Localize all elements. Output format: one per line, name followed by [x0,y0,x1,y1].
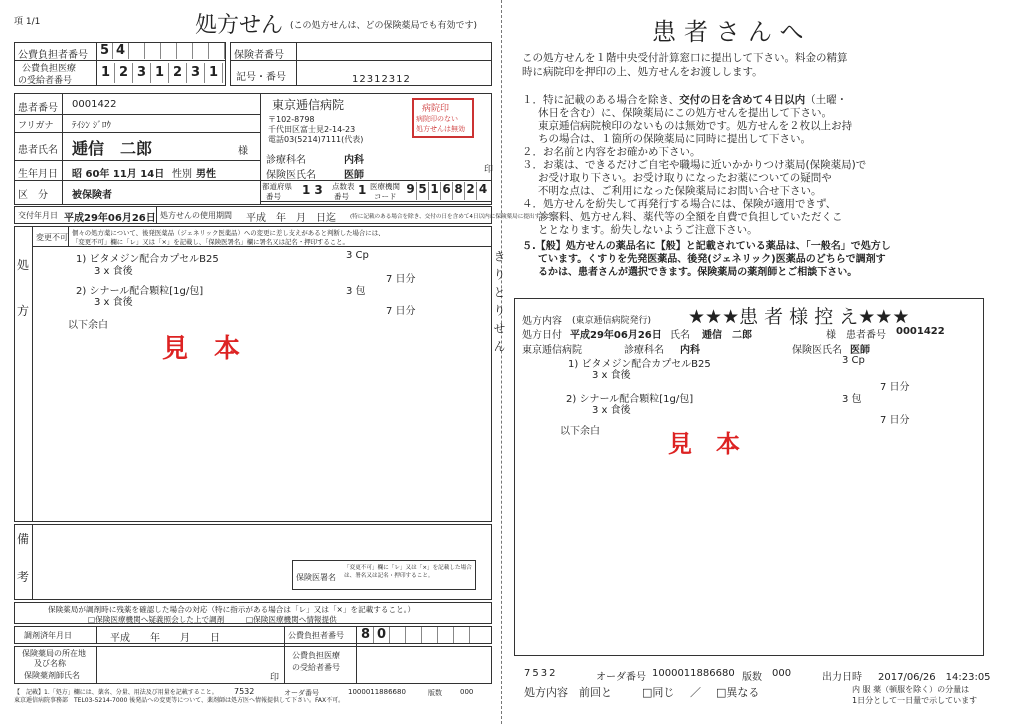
notice-item5-line2: ています。くすりを先発医薬品、後発(ジェネリック)医薬品のどちらで調剤す [538,254,886,265]
patient-name: 逓信 二郎 [72,139,153,158]
notice-item1-line2: 休日を含む）に、保険薬局にこの処方せんを提出して下さい。 [538,107,832,119]
compare-slash: ／ [690,686,701,699]
tensu-label-1: 点数表 [332,182,355,191]
left-rx1-name: 1) ビタメジン配合カプセルB25 [76,254,219,265]
hospital-postal: 〒102-8798 [268,115,315,124]
right-foot-hanzu: 000 [772,668,792,679]
notice-item3-line3: 不明な点は、ご利用になった保険薬局にお問い合せ下さい。 [538,185,822,197]
valid-value: 平成 年 月 日迄 [246,213,336,224]
kubun-label: 区 分 [18,190,48,201]
inst-label-2: コード [374,192,397,201]
hospital-address: 千代田区富士見2-14-23 [268,125,356,134]
copy-hospital: 東京逓信病院 [522,345,582,356]
left-rx1-usage: 3 x 食後 [94,266,133,277]
tensu-number: 1 [358,183,367,197]
pharmacy-label-2: 及び名称 [34,659,66,668]
notice-item4-line1: ４．処方せんを紛失して再発行する場合には、保険が適用できず、 [522,198,837,210]
notice-title: 患者さんへ [652,18,812,46]
change-note-2: 「変更不可」欄に「レ」又は「×」を記載し、「保険医署名」欄に署名又は記名・押印すること。 [72,238,349,246]
notice-item4-line2: 診察料、処方せん料、薬代等の全額を自費で負担していただくこ [538,211,843,223]
left-foot-order-label: オーダ番号 [284,689,319,697]
patient-number-label: 患者番号 [18,103,58,114]
right-foot-hanzu-label: 版数 [742,672,762,683]
prescription-title-note: (この処方せんは、どの保険薬局でも有効です) [290,21,478,31]
dept: 内科 [344,155,364,166]
copy-patient-number-label: 患者番号 [846,330,886,341]
payer-number-label: 公費負担者番号 [18,50,88,61]
tensu-label-2: 番号 [334,192,349,201]
right-foot-order: 1000011886680 [652,668,735,679]
dob: 昭 60年 11月 14日 [72,169,165,180]
right-rx1-days: 7 日分 [880,382,910,393]
in-mark: 印 [484,165,494,175]
kubun: 被保険者 [72,190,112,201]
perforation-label: きりとりせん [492,250,506,358]
notice-item3-line2: お受け取り下さい。お受け取りになったお薬についての疑問や [538,172,832,184]
copy-dept: 内科 [680,345,700,356]
right-rx2-name: 2) シナール配合顆粒[1g/包] [566,394,694,405]
pharmacy-note: 保険薬局が調剤時に残薬を確認した場合の対応（特に指示がある場合は「レ」又は「×」を記載すること。） [48,605,416,614]
left-rx1-days: 7 日分 [386,274,416,285]
recipient2-label-1: 公費負担医療 [292,651,340,660]
patient-name-label: 患者氏名 [18,145,58,156]
copy-doctor: 医師 [850,345,870,356]
pharmacist-in-mark: 印 [270,673,280,683]
prescription-title: 処方せん [195,13,284,38]
right-rx1-usage: 3 x 食後 [592,370,631,381]
pref-label-2: 番号 [266,192,281,201]
pref-label-1: 都道府県 [262,182,292,191]
copy-dept-label: 診療科名 [624,345,664,356]
right-foot-note-2: 1日分として一日量で示しています [852,696,978,705]
right-rx2-days: 7 日分 [880,415,910,426]
hospital-seal: 病院印 病院印のない 処方せんは無効 [412,98,474,138]
notice-item4-line3: ととなります。紛失しないようご注意下さい。 [538,224,758,236]
recipient-label-2: の受給者番号 [18,76,73,86]
signature-label: 保険医署名 [296,573,336,582]
rx-area [14,226,492,522]
dob-label: 生年月日 [18,169,58,180]
biko-side-2: 考 [17,570,30,584]
copy-issuer: (東京逓信病院発行) [572,316,652,326]
left-rx2-name: 2) シナール配合顆粒[1g/包] [76,286,204,297]
payer2-label: 公費負担者番号 [288,631,344,640]
notice-item5-line1: ５.【般】処方せんの薬品名に【般】と記載されている薬品は、「一般名」で処方し [522,241,891,252]
recipient-label-1: 公費負担医療 [22,64,77,74]
pharmacy-option-2: □保険医療機関へ情報提供 [246,615,337,624]
payer-number-digits: 5 4 [97,43,225,59]
left-rx2-qty: 3 包 [346,286,366,297]
left-rx2-days: 7 日分 [386,306,416,317]
left-rx1-qty: 3 Cp [346,250,369,261]
left-foot-order: 1000011886680 [348,688,406,696]
left-foot-note-2: 東京逓信病院事務部 TEL03-5214-7000 後発品への変更等について、薬剤師は処方医へ情報提供して下さい。FAX不可。 [14,697,345,704]
notice-item1-line4: ちの場合は、１箇所の保険薬局に同時に提出して下さい。 [538,133,811,145]
recipient2-label-2: の受給者番号 [292,663,340,672]
compare-label: 処方内容 前回と [524,686,612,699]
patient-copy-box [514,298,984,656]
doctor: 医師 [344,170,364,181]
notice-item2: ２．お名前と内容をお確かめ下さい。 [522,146,701,158]
furigana-label: フリガナ [18,121,54,131]
copy-patient-number: 0001422 [896,326,945,337]
left-ika-yohaku: 以下余白 [68,320,108,331]
doctor-label: 保険医氏名 [266,170,316,181]
valid-note: (特に記載のある場合を除き、交付の日を含めて4日以内に保険薬局に提出すること。) [350,214,562,220]
right-foot-order-label: オーダ番号 [596,672,646,683]
hospital-name: 東京逓信病院 [272,98,345,112]
issue-date-label: 交付年月日 [18,211,58,220]
hospital-phone: 電話03(5214)7111(代表) [268,135,364,144]
right-foot-output: 2017/06/26 14:23:05 [878,672,991,683]
notice-intro-2: 時に病院印を押印の上、処方せんをお渡しします。 [522,66,763,78]
left-foot-note-1: 【 記載】1.「処方」欄には、薬名、分量、用法及び用量を記載すること。 [14,689,218,696]
sex-label: 性別 [172,169,192,180]
right-rx1-qty: 3 Cp [842,355,865,366]
sama-label: 様 [238,146,248,157]
pref-number: 13 [302,183,327,197]
copy-doctor-label: 保険医氏名 [792,345,842,356]
copy-name-label: 氏名 [670,330,690,341]
left-foot-code: 7532 [234,687,255,696]
insurer-label: 保険者番号 [234,50,284,61]
inst-code-digits: 9 5 1 6 8 2 4 [405,182,489,200]
pharmacist-label: 保険薬剤師氏名 [24,671,80,680]
perforation-line [501,0,502,724]
page-number: 項 1/1 [14,17,41,27]
change-note-1: 個々の処方薬について、後発医薬品（ジェネリック医薬品）への変更に差し支えがあると判断した場合には、 [72,229,385,237]
dispense-label: 調剤済年月日 [24,631,72,640]
notice-item1-line3: 東京逓信病院検印のないものは無効です。処方せんを２枚以上お持 [538,120,853,132]
left-rx2-usage: 3 x 食後 [94,297,133,308]
rx-side-1: 処 [17,258,30,272]
notice-intro-1: この処方せんを１階中央受付計算窓口に提出して下さい。料金の精算 [522,52,848,64]
recipient-number-digits: 1 2 3 1 2 3 1 [97,63,223,83]
pharmacy-option-1: □保険医療機関へ疑義照会した上で調剤 [88,615,225,624]
compare-same-checkbox[interactable]: □同じ [642,686,675,699]
dept-label: 診療科名 [266,155,306,166]
right-rx1-name: 1) ビタメジン配合カプセルB25 [568,359,711,370]
inst-label-1: 医療機関 [370,182,400,191]
valid-label: 処方せんの使用期間 [160,211,232,220]
right-ika-yohaku: 以下余白 [560,426,600,437]
copy-name: 逓信 二郎 [702,330,752,341]
signature-note: 「変更不可」欄に「レ」又は「×」を記載した場合は、署名又は記名・押印すること。 [344,565,472,579]
copy-label: 処方内容 [522,316,562,327]
notice-item1-line1: １．特に記載のある場合を除き、交付の日を含めて４日以内（土曜・ [522,94,848,106]
left-mihon-watermark: 見 本 [162,334,241,364]
copy-sama: 様 [826,330,836,341]
sex: 男性 [196,169,216,180]
payer2-digits: 8 0 [358,627,486,643]
furigana: ﾃｲｼﾝ ｼﾞﾛｳ [72,121,111,131]
right-rx2-usage: 3 x 食後 [592,405,631,416]
dispense-date: 平成 年 月 日 [110,633,220,644]
notice-item3-line1: ３．お薬は、できるだけご自宅や職場に近いかかりつけ薬局(保険薬局)で [522,159,867,171]
copy-title: ★★★患 者 様 控 え★★★ [688,306,910,328]
copy-date-label: 処方日付 [522,330,562,341]
change-label: 変更不可 [36,233,68,242]
compare-diff-checkbox[interactable]: □異なる [716,686,760,699]
left-foot-hanzu: 000 [460,688,474,696]
right-mihon-watermark: 見 本 [668,430,740,458]
right-foot-code: 7532 [524,668,558,679]
left-foot-hanzu-label: 版数 [428,689,442,697]
right-rx2-qty: 3 包 [842,394,862,405]
pharmacy-label-1: 保険薬局の所在地 [22,649,86,658]
patient-number: 0001422 [72,99,117,110]
rx-side-2: 方 [17,304,30,318]
copy-date: 平成29年06月26日 [570,330,662,341]
issue-date: 平成29年06月26日 [64,213,156,224]
kigo-label: 記号・番号 [236,72,286,83]
biko-side-1: 備 [17,532,30,546]
notice-item5-line3: るかは、患者さんが選択できます。保険薬局の薬剤師とご相談下さい。 [538,267,858,278]
right-foot-note-1: 内 服 薬（頓服を除く）の分量は [852,685,970,694]
kigo-value: 12312312 [352,74,411,85]
right-foot-output-label: 出力日時 [822,672,862,683]
